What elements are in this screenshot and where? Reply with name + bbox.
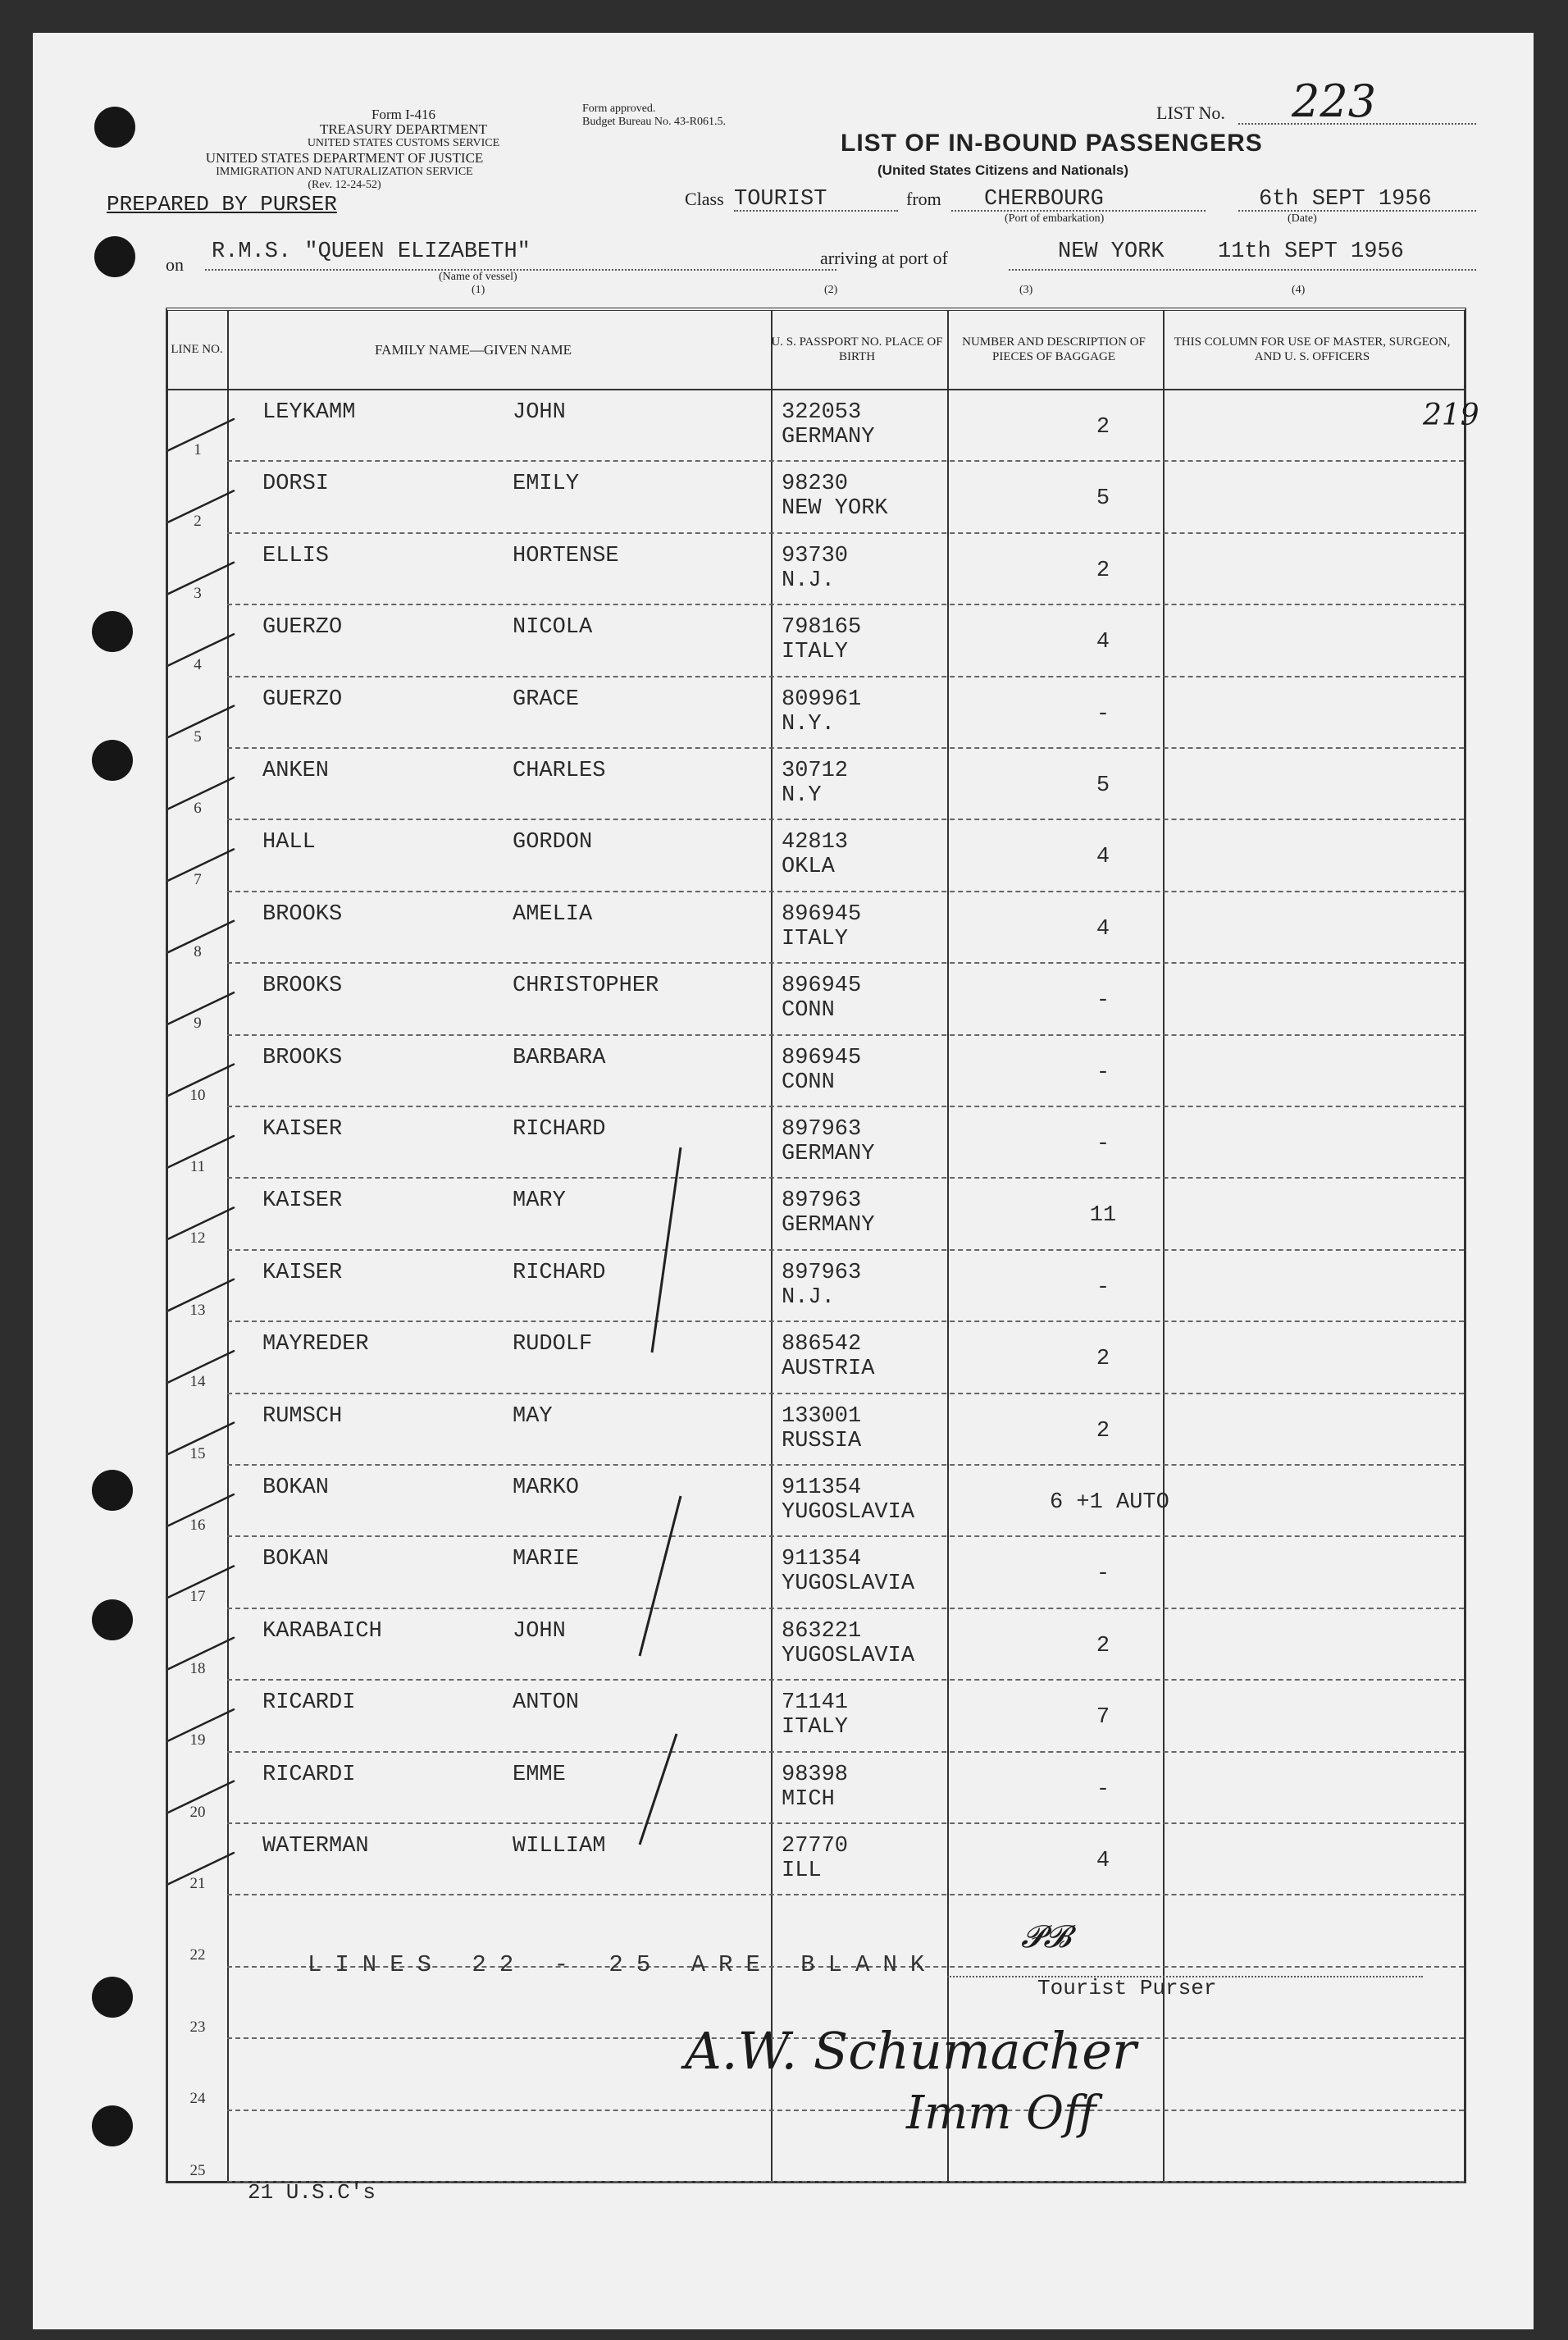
form-approved: Form approved.: [582, 103, 656, 115]
line-number: 17: [189, 1588, 206, 1606]
baggage-count: 4: [1096, 1849, 1110, 1873]
check-mark: [168, 706, 234, 751]
check-mark: [168, 778, 234, 823]
given-name: MARKO: [513, 1476, 580, 1500]
baggage-count: -: [1096, 1060, 1110, 1085]
col-1-number: (1): [472, 284, 485, 296]
passport-number: 42813: [782, 830, 849, 855]
budget-bureau: Budget Bureau No. 43-R061.5.: [582, 116, 726, 128]
given-name: JOHN: [513, 1618, 566, 1644]
check-mark: [168, 1781, 234, 1827]
family-name: MAYREDER: [262, 1332, 369, 1357]
given-name: ANTON: [513, 1690, 580, 1716]
family-name: DORSI: [262, 472, 330, 497]
bracket-mark: [640, 1496, 681, 1656]
place-of-birth: ITALY: [782, 1715, 849, 1740]
place-of-birth: ILL: [782, 1859, 822, 1883]
from-label: from: [906, 189, 941, 209]
punch-hole: [92, 611, 133, 652]
line-number: 14: [189, 1373, 206, 1391]
justice-dept: UNITED STATES DEPARTMENT OF JUSTICE: [205, 150, 484, 166]
check-mark: [168, 1279, 234, 1325]
given-name: MARIE: [513, 1547, 580, 1572]
place-of-birth: MICH: [782, 1786, 835, 1812]
check-mark: [168, 1853, 234, 1898]
blank-lines-notice: LINES 22 - 25 ARE BLANK: [308, 1951, 938, 1978]
passport-number: 133001: [782, 1403, 862, 1429]
prepared-by: PREPARED BY PURSER: [107, 192, 337, 217]
passport-number: 897963: [782, 1260, 862, 1285]
place-of-birth: OKLA: [782, 855, 835, 880]
punch-hole: [94, 236, 135, 277]
revision: (Rev. 12-24-52): [308, 179, 381, 191]
place-of-birth: GERMANY: [782, 1142, 875, 1166]
purser-signature: 𝓟𝓑: [1021, 1918, 1071, 1955]
baggage-count: -: [1096, 988, 1110, 1014]
line-number: 23: [189, 2018, 206, 2036]
family-name: GUERZO: [262, 615, 343, 641]
line-number: 10: [189, 1086, 206, 1104]
place-of-birth: N.J.: [782, 1284, 835, 1310]
passport-number: 896945: [782, 1045, 862, 1070]
line-number: 15: [189, 1444, 206, 1462]
punch-hole: [92, 1599, 133, 1640]
baggage-count: 2: [1096, 1418, 1110, 1444]
place-of-birth: RUSSIA: [782, 1428, 862, 1453]
date-caption: (Date): [1288, 212, 1317, 225]
check-mark: [168, 1423, 234, 1468]
treasury-dept: TREASURY DEPARTMENT: [319, 121, 488, 137]
family-name: KAISER: [262, 1260, 343, 1285]
family-name: WATERMAN: [262, 1834, 369, 1859]
place-of-birth: CONN: [782, 998, 835, 1024]
place-of-birth: YUGOSLAVIA: [782, 1500, 915, 1525]
family-name: BROOKS: [262, 901, 343, 927]
col-3-number: (3): [1019, 284, 1033, 296]
passport-number: 98230: [782, 472, 849, 497]
embark-date: 6th SEPT 1956: [1259, 187, 1432, 212]
bracket-mark: [652, 1147, 681, 1352]
place-of-birth: N.Y.: [782, 711, 835, 737]
check-mark: [168, 992, 234, 1038]
family-name: RICARDI: [262, 1762, 356, 1787]
line-number: 18: [189, 1659, 206, 1677]
baggage-count: 4: [1096, 630, 1110, 655]
passport-number: 27770: [782, 1834, 849, 1859]
punch-hole: [92, 2105, 133, 2146]
family-name: GUERZO: [262, 686, 343, 712]
place-of-birth: CONN: [782, 1070, 835, 1095]
family-name: BOKAN: [262, 1547, 330, 1572]
place-of-birth: NEW YORK: [782, 496, 888, 522]
family-name: ELLIS: [262, 543, 330, 568]
given-name: CHARLES: [513, 759, 606, 783]
baggage-count: 6 +1 AUTO: [1050, 1490, 1169, 1515]
given-name: RICHARD: [513, 1117, 606, 1142]
punch-hole: [92, 1977, 133, 2018]
given-name: RUDOLF: [513, 1332, 593, 1357]
given-name: RICHARD: [513, 1260, 606, 1285]
given-name: GORDON: [513, 830, 593, 855]
line-number: 7: [194, 871, 202, 889]
line-number: 21: [189, 1875, 206, 1892]
check-mark: [168, 1638, 234, 1683]
list-no-label: LIST No.: [1156, 103, 1225, 123]
vessel-caption: (Name of vessel): [439, 271, 517, 283]
passport-number: 896945: [782, 901, 862, 927]
baggage-count: 2: [1096, 558, 1110, 583]
given-name: GRACE: [513, 686, 580, 712]
check-mark: [168, 563, 234, 608]
check-mark: [168, 419, 234, 464]
baggage-count: 5: [1096, 486, 1110, 512]
from-port: CHERBOURG: [984, 187, 1104, 212]
passport-number: 798165: [782, 615, 862, 641]
place-of-birth: N.J.: [782, 568, 835, 593]
passport-number: 30712: [782, 759, 849, 783]
line-number: 9: [194, 1015, 202, 1033]
purser-title: Tourist Purser: [1037, 1976, 1217, 2000]
vessel-name: R.M.S. "QUEEN ELIZABETH": [212, 239, 531, 264]
line-number: 11: [189, 1158, 206, 1175]
passport-number: 809961: [782, 686, 862, 712]
line-number: 16: [189, 1517, 206, 1534]
line-number: 24: [189, 2090, 206, 2108]
line-number: 4: [194, 656, 202, 674]
page-subtitle: (United States Citizens and Nationals): [877, 162, 1129, 178]
baggage-count: -: [1096, 1275, 1110, 1300]
passport-number: 71141: [782, 1690, 849, 1716]
given-name: BARBARA: [513, 1045, 606, 1070]
family-name: BROOKS: [262, 1045, 343, 1070]
passport-number: 322053: [782, 400, 862, 425]
check-mark: [168, 1709, 234, 1754]
family-name: BOKAN: [262, 1476, 330, 1500]
line-number: 19: [189, 1731, 206, 1749]
line-number: 3: [194, 584, 202, 602]
class-label: Class: [685, 189, 724, 209]
baggage-count: 2: [1096, 1347, 1110, 1372]
col-header-name: FAMILY NAME—GIVEN NAME: [374, 341, 572, 358]
punch-hole: [92, 1470, 133, 1511]
line-number: 25: [189, 2161, 206, 2179]
place-of-birth: GERMANY: [782, 425, 875, 449]
officer-signature: A.W. Schumacher: [685, 2021, 1137, 2081]
family-name: KAISER: [262, 1117, 343, 1142]
list-number: 223: [1292, 75, 1377, 127]
arrival-port: NEW YORK: [1058, 239, 1165, 264]
family-name: KAISER: [262, 1188, 343, 1214]
baggage-count: 2: [1096, 415, 1110, 440]
place-of-birth: AUSTRIA: [782, 1357, 875, 1382]
place-of-birth: N.Y: [782, 783, 822, 808]
family-name: RICARDI: [262, 1690, 356, 1716]
passport-number: 98398: [782, 1762, 849, 1787]
passport-number: 93730: [782, 543, 849, 568]
bracket-mark: [640, 1734, 677, 1845]
baggage-count: -: [1096, 1777, 1110, 1802]
place-of-birth: YUGOSLAVIA: [782, 1571, 915, 1597]
punch-hole: [92, 740, 133, 781]
baggage-count: 7: [1096, 1705, 1110, 1731]
given-name: JOHN: [513, 400, 566, 425]
line-number: 22: [189, 1946, 206, 1964]
baggage-count: 5: [1096, 773, 1110, 798]
given-name: NICOLA: [513, 615, 593, 641]
baggage-count: -: [1096, 1132, 1110, 1156]
family-name: LEYKAMM: [262, 400, 356, 425]
document-page: [33, 33, 1534, 2329]
line-number: 5: [194, 728, 202, 746]
baggage-count: -: [1096, 701, 1110, 727]
on-label: on: [166, 254, 184, 275]
passport-number: 911354: [782, 1547, 862, 1572]
passport-number: 911354: [782, 1476, 862, 1500]
family-name: RUMSCH: [262, 1403, 343, 1429]
officer-title-handwritten: Imm Off: [906, 2087, 1096, 2140]
family-name: BROOKS: [262, 974, 343, 999]
baggage-count: -: [1096, 1562, 1110, 1587]
line-number: 2: [194, 513, 202, 531]
check-mark: [168, 490, 234, 536]
check-mark: [168, 1494, 234, 1539]
check-mark: [168, 921, 234, 966]
col-header-baggage: NUMBER AND DESCRIPTION OF PIECES OF BAGGAGE: [962, 335, 1146, 363]
col-4-number: (4): [1292, 284, 1306, 296]
place-of-birth: GERMANY: [782, 1213, 875, 1238]
given-name: EMILY: [513, 472, 580, 497]
punch-hole: [94, 107, 135, 148]
passenger-table: [166, 308, 1479, 2183]
check-mark: [168, 1136, 234, 1181]
check-mark: [168, 634, 234, 679]
passport-number: 863221: [782, 1618, 862, 1644]
place-of-birth: ITALY: [782, 926, 849, 951]
total-count: 21 U.S.C's: [248, 2180, 376, 2205]
line-number: 1: [194, 441, 202, 458]
passport-number: 897963: [782, 1188, 862, 1214]
place-of-birth: ITALY: [782, 640, 849, 665]
col-2-number: (2): [824, 284, 838, 296]
line-number: 13: [189, 1301, 206, 1319]
arriving-label: arriving at port of: [820, 248, 948, 268]
family-name: HALL: [262, 830, 316, 855]
form-number: Form I-416: [371, 107, 435, 122]
line-number: 6: [194, 800, 202, 817]
col-header-passport: U. S. PASSPORT NO. PLACE OF BIRTH: [771, 335, 943, 363]
given-name: MARY: [513, 1188, 566, 1214]
given-name: CHRISTOPHER: [513, 974, 659, 999]
family-name: KARABAICH: [262, 1618, 382, 1644]
passport-number: 897963: [782, 1117, 862, 1142]
check-mark: [168, 1351, 234, 1396]
page-title: LIST OF IN-BOUND PASSENGERS: [841, 130, 1263, 157]
given-name: AMELIA: [513, 901, 593, 927]
ins-service: IMMIGRATION AND NATURALIZATION SERVICE: [216, 166, 473, 178]
officer-note: 219: [1423, 399, 1479, 432]
baggage-count: 2: [1096, 1633, 1110, 1658]
check-marks: [168, 311, 1464, 2181]
customs-service: UNITED STATES CUSTOMS SERVICE: [307, 137, 500, 149]
baggage-count: 4: [1096, 916, 1110, 942]
col-header-line: LINE NO.: [171, 342, 223, 356]
col-header-officers: THIS COLUMN FOR USE OF MASTER, SURGEON, AND U. S. OFFICERS: [1174, 335, 1451, 363]
check-mark: [168, 1065, 234, 1110]
line-number: 12: [189, 1229, 206, 1248]
check-mark: [168, 1207, 234, 1252]
given-name: EMME: [513, 1762, 566, 1787]
check-mark: [168, 849, 234, 894]
given-name: HORTENSE: [513, 543, 619, 568]
port-embark-caption: (Port of embarkation): [1005, 212, 1105, 225]
arrival-date: 11th SEPT 1956: [1218, 239, 1404, 264]
place-of-birth: YUGOSLAVIA: [782, 1643, 915, 1668]
passport-number: 896945: [782, 974, 862, 999]
class-value: TOURIST: [734, 187, 827, 212]
row-divider: [227, 2181, 1464, 2183]
family-name: ANKEN: [262, 759, 330, 783]
passport-number: 886542: [782, 1332, 862, 1357]
given-name: MAY: [513, 1403, 553, 1429]
baggage-count: 11: [1089, 1203, 1117, 1229]
line-number: 8: [194, 942, 202, 960]
line-number: 20: [189, 1803, 206, 1821]
given-name: WILLIAM: [513, 1834, 606, 1859]
baggage-count: 4: [1096, 845, 1110, 870]
check-mark: [168, 1566, 234, 1611]
